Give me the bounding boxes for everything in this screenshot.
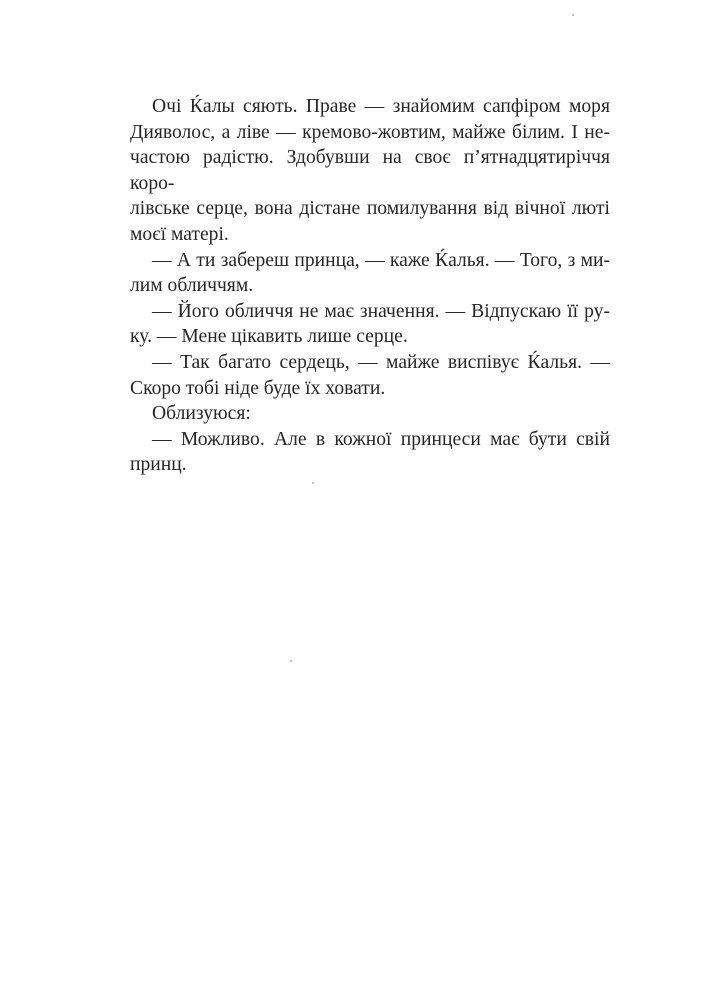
- text-line: частою радістю. Здобувши на своє п’ятнадцятиріччя коро-: [130, 147, 610, 194]
- text-line: — Його обличчя не має значення. — Відпускаю її ру-: [152, 300, 610, 322]
- text-line: лівське серце, вона дістане помилування від вічної люті: [130, 198, 610, 220]
- scan-speck: [572, 14, 574, 16]
- body-text: [130, 94, 610, 478]
- text-line: моєї матері.: [130, 223, 229, 245]
- text-line: Очі Ќалы сяють. Праве — знайомим сапфіром моря: [152, 96, 610, 117]
- text-line: — Так багато сердець, — майже виспівує Ќалья. —: [152, 351, 610, 373]
- text-line: Скоро тобі ніде буде їх ховати.: [130, 377, 386, 399]
- text-line: — А ти забереш принца, — каже Ќалья. — Того, з ми-: [152, 249, 610, 271]
- text-line: ку. — Мене цікавить лише серце.: [130, 326, 408, 348]
- text-line: лим обличчям.: [130, 275, 254, 297]
- scan-speck: [290, 660, 292, 662]
- text-line: принц.: [130, 454, 187, 476]
- text-line: — Можливо. Але в кожної принцеси має бути свій: [152, 428, 610, 450]
- text-line: Дияволос, а ліве — кремово-жовтим, майже білим. І не-: [130, 121, 610, 143]
- scan-speck: [312, 482, 314, 484]
- text-line: Облизуюся:: [152, 403, 251, 425]
